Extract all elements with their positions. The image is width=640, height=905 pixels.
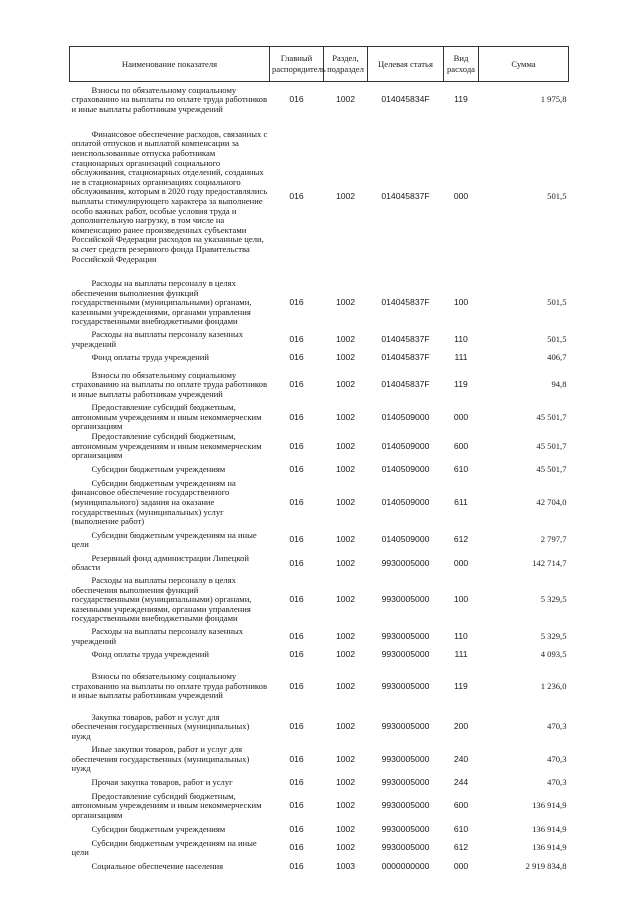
row-section: 1002 (335, 823, 356, 834)
row-name-text: Предоставление субсидий бюджетным, автономным учреждениям и иным некоммерческим организациям (71, 790, 262, 821)
row-expense-type: 611 (454, 496, 468, 507)
row-manager: 016 (289, 352, 304, 363)
row-expense-type: 240 (453, 753, 469, 764)
row-section: 1002 (335, 534, 356, 545)
row-target: 9930005000 (381, 630, 430, 641)
row-name-text: Расходы на выплаты персоналу казенных учреждений (71, 625, 244, 646)
row-amount: 501,5 (547, 191, 567, 202)
row-manager: 016 (289, 842, 304, 853)
row-name (70, 646, 270, 664)
row-name (70, 573, 270, 627)
row-section: 1002 (335, 649, 356, 660)
row-manager: 016 (289, 534, 304, 545)
row-manager: 016 (289, 800, 304, 811)
table-row (70, 276, 569, 330)
table-row (70, 367, 569, 403)
row-expense-type: 610 (453, 463, 469, 474)
row-expense-type: 100 (453, 297, 469, 308)
row-target: 9930005000 (381, 823, 430, 834)
row-manager: 016 (289, 680, 304, 691)
row-target: 9930005000 (381, 680, 430, 691)
row-name (70, 709, 270, 745)
row-name-text: Взносы по обязательному социальному страхованию на выплаты по оплате труда работников и иные выплаты работникам учреждений (71, 84, 268, 114)
row-name-text: Предоставление субсидий бюджетным, автономным учреждениям и иным некоммерческим организациям (71, 430, 262, 461)
row-amount: 136 914,9 (532, 842, 567, 853)
row-expense-type: 612 (453, 842, 469, 853)
table-row (70, 821, 569, 839)
row-section: 1002 (335, 753, 356, 764)
row-section: 1002 (335, 594, 356, 605)
header-section: Раздел, подраздел (324, 47, 368, 82)
row-target: 014045837F (381, 379, 430, 390)
row-expense-type: 000 (453, 191, 469, 202)
row-manager: 016 (289, 721, 304, 732)
row-section: 1002 (335, 191, 356, 202)
row-target: 014045837F (381, 191, 430, 202)
row-section: 1002 (335, 352, 356, 363)
row-target: 014045837F (381, 333, 430, 344)
table-row (70, 527, 569, 554)
row-manager: 016 (289, 777, 304, 788)
row-name-text: Взносы по обязательному социальному страхованию на выплаты по оплате труда работников и иные выплаты работникам учреждений (71, 369, 268, 399)
row-target: 0140509000 (381, 534, 430, 545)
table-row (70, 646, 569, 664)
row-expense-type: 610 (453, 823, 469, 834)
row-name-text: Расходы на выплаты персоналу казенных учреждений (71, 329, 244, 349)
row-target: 9930005000 (381, 594, 430, 605)
row-manager: 016 (289, 649, 304, 660)
row-target: 9930005000 (381, 842, 430, 853)
row-name-text: Субсидии бюджетным учреждениям на иные цели (71, 837, 257, 858)
row-name (70, 118, 270, 276)
row-amount: 5 329,5 (540, 630, 567, 641)
row-target: 0140509000 (381, 411, 430, 422)
table-row (70, 432, 569, 461)
header-name: Наименование показателя (70, 47, 270, 82)
row-name-text: Предоставление субсидий бюджетным, автономным учреждениям и иным некоммерческим организациям (71, 402, 262, 432)
row-expense-type: 111 (454, 649, 468, 660)
row-name-text: Расходы на выплаты персоналу в целях обеспечения выполнения функций государственными (муниципальными) органами, казенными учреждениями, органами управления государственными внебюджетными фондами (71, 278, 252, 327)
budget-table (69, 46, 569, 876)
row-target: 014045837F (381, 352, 430, 363)
row-expense-type: 119 (454, 94, 468, 105)
row-target: 9930005000 (381, 800, 430, 811)
row-section: 1002 (335, 777, 356, 788)
row-target: 9930005000 (381, 721, 430, 732)
row-target: 9930005000 (381, 777, 430, 788)
row-name (70, 82, 270, 119)
row-amount: 42 704,0 (536, 496, 567, 507)
row-name-text: Субсидии бюджетным учреждениям (91, 463, 226, 474)
row-amount: 45 501,7 (536, 463, 567, 474)
row-name-text: Фонд оплаты труда учреждений (91, 649, 209, 660)
row-manager: 016 (289, 333, 304, 344)
row-target: 9930005000 (381, 557, 430, 568)
table-row (70, 554, 569, 573)
row-amount: 1 236,0 (540, 680, 567, 691)
header-amount: Сумма (479, 47, 569, 82)
row-name (70, 330, 270, 349)
row-expense-type: 000 (453, 861, 469, 872)
row-name (70, 858, 270, 876)
row-name (70, 349, 270, 367)
row-amount: 1 975,8 (540, 94, 567, 105)
row-name (70, 367, 270, 403)
header-expense-type: Вид расхода (444, 47, 479, 82)
row-expense-type: 244 (453, 777, 469, 788)
row-expense-type: 600 (453, 800, 469, 811)
row-name-text: Финансовое обеспечение расходов, связанных с оплатой отпусков и выплатой компенсации за неиспользованные отпуска работникам стационарных организаций социального обслуживания, стационарных отделений, созданных не в стационарных организациях социального обслуживания, которым в 2020 году предоставлялись выплаты стимулирующего характера за выполнение особо важных работ, особые условия труда и дополнительную нагрузку, в том числе на компенсацию ранее произведенных субъектами Российской Федерации расходов на указанные цели, за счет средств резервного фонда Правительства Российской Федерации (71, 128, 268, 264)
row-amount: 4 093,5 (540, 649, 567, 660)
table-header-row (70, 47, 569, 82)
row-target: 9930005000 (381, 753, 430, 764)
row-expense-type: 110 (454, 333, 468, 344)
row-target: 014045837F (381, 297, 430, 308)
row-manager: 016 (289, 557, 304, 568)
table-row (70, 858, 569, 876)
row-expense-type: 000 (453, 411, 469, 422)
row-amount: 470,3 (547, 721, 567, 732)
row-expense-type: 119 (454, 379, 468, 390)
table-row (70, 82, 569, 119)
row-section: 1002 (335, 557, 356, 568)
row-expense-type: 612 (453, 534, 469, 545)
table-row (70, 461, 569, 479)
row-section: 1002 (335, 440, 356, 451)
row-expense-type: 200 (453, 721, 469, 732)
row-manager: 016 (289, 297, 304, 308)
row-name (70, 403, 270, 432)
row-name (70, 554, 270, 573)
row-name (70, 792, 270, 821)
row-section: 1002 (335, 721, 356, 732)
row-manager: 016 (289, 411, 304, 422)
table-row (70, 118, 569, 276)
table-row (70, 403, 569, 432)
row-manager: 016 (289, 630, 304, 641)
row-target: 0000000000 (381, 861, 430, 872)
table-row (70, 627, 569, 646)
row-manager: 016 (289, 440, 304, 451)
table-row (70, 745, 569, 774)
row-manager: 016 (289, 496, 304, 507)
row-amount: 5 329,5 (540, 594, 567, 605)
row-amount: 94,8 (551, 379, 567, 390)
row-name-text: Прочая закупка товаров, работ и услуг (91, 777, 233, 788)
row-section: 1002 (335, 94, 356, 105)
row-name (70, 745, 270, 774)
row-name-text: Закупка товаров, работ и услуг для обеспечения государственных (муниципальных) нужд (71, 711, 250, 741)
row-target: 014045834F (381, 94, 430, 105)
row-manager: 016 (289, 191, 304, 202)
row-amount: 470,3 (547, 777, 567, 788)
row-section: 1002 (335, 411, 356, 422)
table-body (70, 82, 569, 876)
row-amount: 136 914,9 (532, 823, 567, 834)
table-row (70, 792, 569, 821)
row-amount: 142 714,7 (532, 557, 567, 568)
row-name-text: Субсидии бюджетным учреждениям на иные цели (71, 529, 257, 550)
row-name-text: Социальное обеспечение населения (91, 861, 224, 872)
row-expense-type: 119 (454, 680, 468, 691)
row-section: 1002 (335, 842, 356, 853)
row-manager: 016 (289, 594, 304, 605)
row-section: 1003 (335, 861, 356, 872)
row-manager: 016 (289, 379, 304, 390)
table-row (70, 479, 569, 527)
row-amount: 406,7 (547, 352, 567, 363)
header-target: Целевая статья (368, 47, 444, 82)
table-row (70, 774, 569, 792)
header-manager: Главный распорядитель (270, 47, 324, 82)
row-name (70, 527, 270, 554)
row-name (70, 461, 270, 479)
row-name-text: Субсидии бюджетным учреждениям на финансовое обеспечение государственного (муниципального) задания на оказание государственных (муниципальных) услуг (выполнение работ) (71, 477, 236, 527)
row-amount: 2 919 834,8 (525, 861, 567, 872)
row-amount: 45 501,7 (536, 440, 567, 451)
row-name-text: Субсидии бюджетным учреждениям (91, 823, 226, 834)
row-expense-type: 110 (454, 630, 468, 641)
row-target: 0140509000 (381, 463, 430, 474)
row-expense-type: 100 (453, 594, 469, 605)
row-name-text: Резервный фонд администрации Липецкой области (71, 552, 249, 573)
row-name (70, 627, 270, 646)
row-amount: 501,5 (547, 333, 567, 344)
row-section: 1002 (335, 680, 356, 691)
row-manager: 016 (289, 94, 304, 105)
row-name (70, 821, 270, 839)
row-amount: 470,3 (547, 753, 567, 764)
row-target: 0140509000 (381, 440, 430, 451)
table-row (70, 839, 569, 858)
row-expense-type: 600 (453, 440, 469, 451)
row-name-text: Иные закупки товаров, работ и услуг для обеспечения государственных (муниципальных) нужд (71, 744, 250, 774)
row-manager: 016 (289, 861, 304, 872)
table-row (70, 573, 569, 627)
table-row (70, 349, 569, 367)
row-amount: 45 501,7 (536, 411, 567, 422)
row-name (70, 276, 270, 330)
row-manager: 016 (289, 823, 304, 834)
row-name-text: Расходы на выплаты персоналу в целях обеспечения выполнения функций государственными (муниципальными) органами, казенными учреждениями, органами управления государственными внебюджетными фондами (71, 574, 252, 624)
row-name (70, 479, 270, 527)
row-amount: 2 797,7 (540, 534, 567, 545)
row-target: 0140509000 (381, 496, 430, 507)
row-amount: 501,5 (547, 297, 567, 308)
row-name (70, 839, 270, 858)
row-name-text: Фонд оплаты труда учреждений (91, 352, 209, 363)
table-row (70, 330, 569, 349)
row-name-text: Взносы по обязательному социальному страхованию на выплаты по оплате труда работников и иные выплаты работникам учреждений (71, 671, 268, 701)
row-target: 9930005000 (381, 649, 430, 660)
row-name (70, 432, 270, 461)
row-expense-type: 000 (453, 557, 469, 568)
row-section: 1002 (335, 463, 356, 474)
row-manager: 016 (289, 463, 304, 474)
row-section: 1002 (335, 800, 356, 811)
row-name (70, 664, 270, 709)
row-expense-type: 111 (454, 352, 468, 363)
row-section: 1002 (335, 379, 356, 390)
row-section: 1002 (335, 333, 356, 344)
table-row (70, 709, 569, 745)
row-section: 1002 (335, 630, 356, 641)
row-amount: 136 914,9 (532, 800, 567, 811)
row-manager: 016 (289, 753, 304, 764)
row-name (70, 774, 270, 792)
row-section: 1002 (335, 496, 356, 507)
table-row (70, 664, 569, 709)
row-section: 1002 (335, 297, 356, 308)
